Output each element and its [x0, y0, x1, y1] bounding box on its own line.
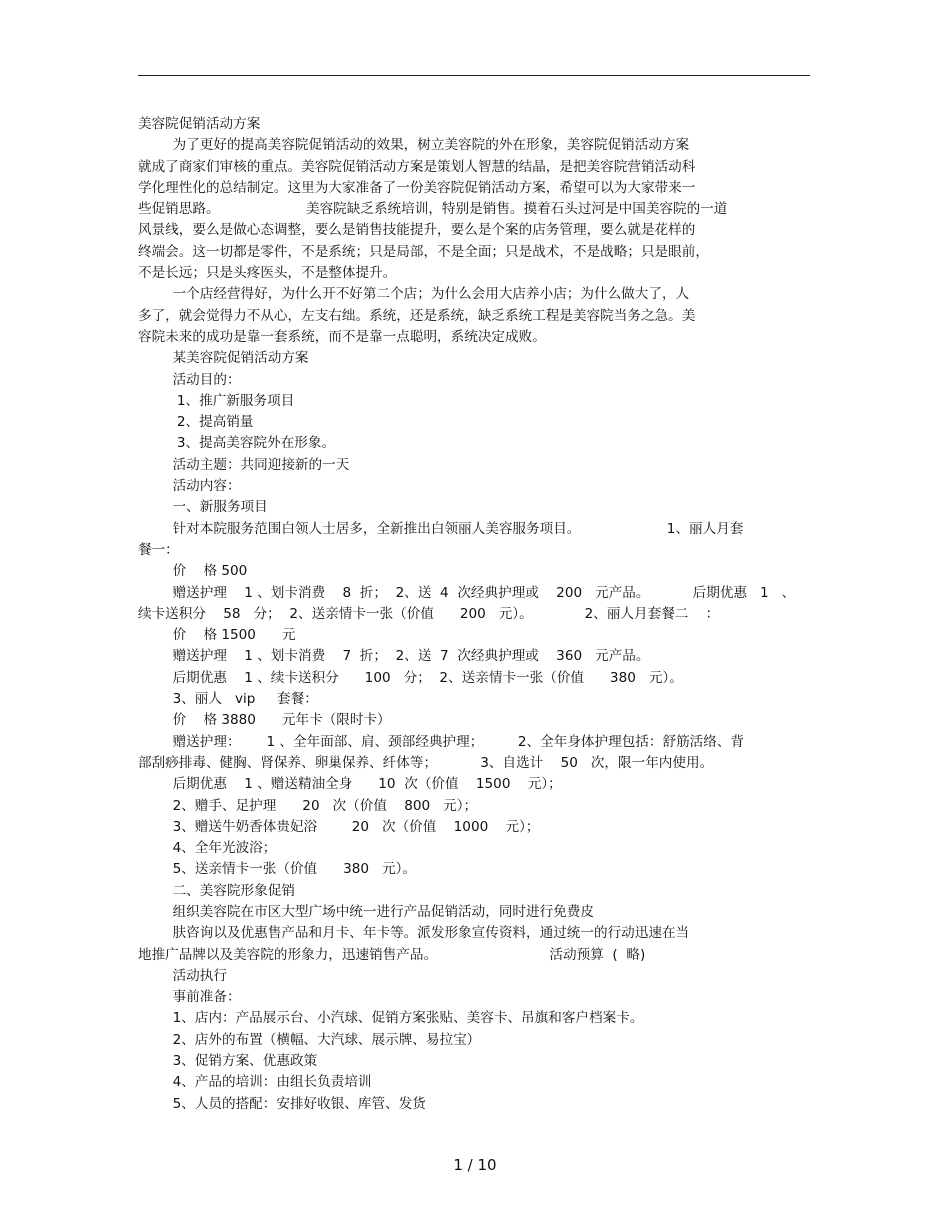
text-line: 针对本院服务范围白领人士居多，全新推出白领丽人美容服务项目。 1、丽人月套: [138, 520, 744, 537]
text-line: 二、美容院形象促销: [138, 882, 295, 899]
text-line: 5、送亲情卡一张（价值 380 元）。: [138, 861, 416, 878]
text-line: 2、店外的布置（横幅、大汽球、展示牌、易拉宝）: [138, 1031, 481, 1048]
text-line: 些促销思路。 美容院缺乏系统培训，特别是销售。摸着石头过河是中国美容院的一道: [138, 201, 728, 218]
text-line: 3、促销方案、优惠政策: [138, 1053, 318, 1070]
text-line: 活动目的：: [138, 371, 241, 388]
text-line: 活动内容：: [138, 478, 241, 495]
text-line: 学化理性化的总结制定。这里为大家准备了一份美容院促销活动方案，希望可以为大家带来一: [138, 179, 696, 196]
text-line: 终端会。这一切都是零件，不是系统；只是局部，不是全面；只是战术，不是战略；只是眼前，: [138, 243, 709, 260]
text-line: 肤咨询以及优惠售产品和月卡、年卡等。派发形象宣传资料，通过统一的行动迅速在当: [138, 925, 690, 942]
text-line: 容院未来的成功是靠一套系统，而不是靠一点聪明，系统决定成败。: [138, 328, 546, 345]
text-line: 地推广品牌以及美容院的形象力，迅速销售产品。 活动预算 ( 略): [138, 946, 646, 963]
text-line: 3、丽人 vip 套餐：: [138, 691, 318, 708]
text-line: 3、提高美容院外在形象。: [138, 435, 336, 452]
text-line: 就成了商家们审核的重点。美容院促销活动方案是策划人智慧的结晶，是把美容院营销活动科: [138, 158, 696, 175]
text-line: 部刮痧排毒、健胸、肾保养、卵巢保养、纤体等； 3、自选计 50 次，限一年内使用。: [138, 754, 714, 771]
text-line: 活动执行: [138, 967, 227, 984]
text-line: 价 格 3880 元年卡（限时卡）: [138, 712, 391, 729]
text-line: 活动主题：共同迎接新的一天: [138, 456, 350, 473]
text-line: 价 格 500: [138, 563, 248, 580]
text-line: 一个店经营得好，为什么开不好第二个店；为什么会用大店养小店；为什么做大了，人: [138, 286, 690, 303]
text-line: 价 格 1500 元: [138, 627, 296, 644]
text-line: 事前准备：: [138, 989, 241, 1006]
text-line: 续卡送积分 58 分； 2、送亲情卡一张（价值 200 元）。 2、丽人月套餐二 ：: [138, 605, 720, 622]
text-line: 赠送护理： 1 、全年面部、肩、颈部经典护理； 2、全年身体护理包括：舒筋活络、背: [138, 733, 745, 750]
text-line: 4、全年光波浴；: [138, 840, 277, 857]
text-line: 餐一：: [138, 541, 179, 558]
text-line: 赠送护理 1 、划卡消费 7 折； 2、送 7 次经典护理或 360 元产品。: [138, 648, 650, 665]
text-line: 3、赠送牛奶香体贵妃浴 20 次（价值 1000 元）；: [138, 818, 540, 835]
text-line: 1、推广新服务项目: [138, 392, 295, 409]
text-line: 为了更好的提高美容院促销活动的效果，树立美容院的外在形象，美容院促销活动方案: [138, 137, 690, 154]
text-line: 2、赠手、足护理 20 次（价值 800 元）；: [138, 797, 478, 814]
text-line: 风景线，要么是做心态调整，要么是销售技能提升，要么是个案的店务管理，要么就是花样的: [138, 222, 696, 239]
text-line: 后期优惠 1 、赠送精油全身 10 次（价值 1500 元）；: [138, 776, 562, 793]
text-line: 不是长远；只是头疼医头，不是整体提升。: [138, 265, 397, 282]
document-body: [138, 114, 810, 1115]
document-title: 美容院促销活动方案: [138, 116, 261, 132]
text-line: 1、店内：产品展示台、小汽球、促销方案张贴、美容卡、吊旗和客户档案卡。: [138, 1010, 644, 1027]
text-line: 赠送护理 1 、划卡消费 8 折； 2、送 4 次经典护理或 200 元产品。 后期优惠 1 、: [138, 584, 796, 601]
text-line: 一、新服务项目: [138, 499, 268, 516]
text-line: 多了，就会觉得力不从心，左支右绌。系统，还是系统，缺乏系统工程是美容院当务之急。美: [138, 307, 696, 324]
text-line: 5、人员的搭配：安排好收银、库管、发货: [138, 1095, 426, 1112]
text-line: 2、提高销量: [138, 414, 254, 431]
text-line: 某美容院促销活动方案: [138, 350, 309, 367]
text-line: 组织美容院在市区大型广场中统一进行产品促销活动，同时进行免费皮: [138, 903, 594, 920]
text-line: 4、产品的培训：由组长负责培训: [138, 1074, 372, 1091]
text-line: 后期优惠 1 、续卡送积分 100 分； 2、送亲情卡一张（价值 380 元）。: [138, 669, 683, 686]
page-number: 1 / 10: [453, 1156, 497, 1174]
header-rule: [138, 75, 810, 76]
